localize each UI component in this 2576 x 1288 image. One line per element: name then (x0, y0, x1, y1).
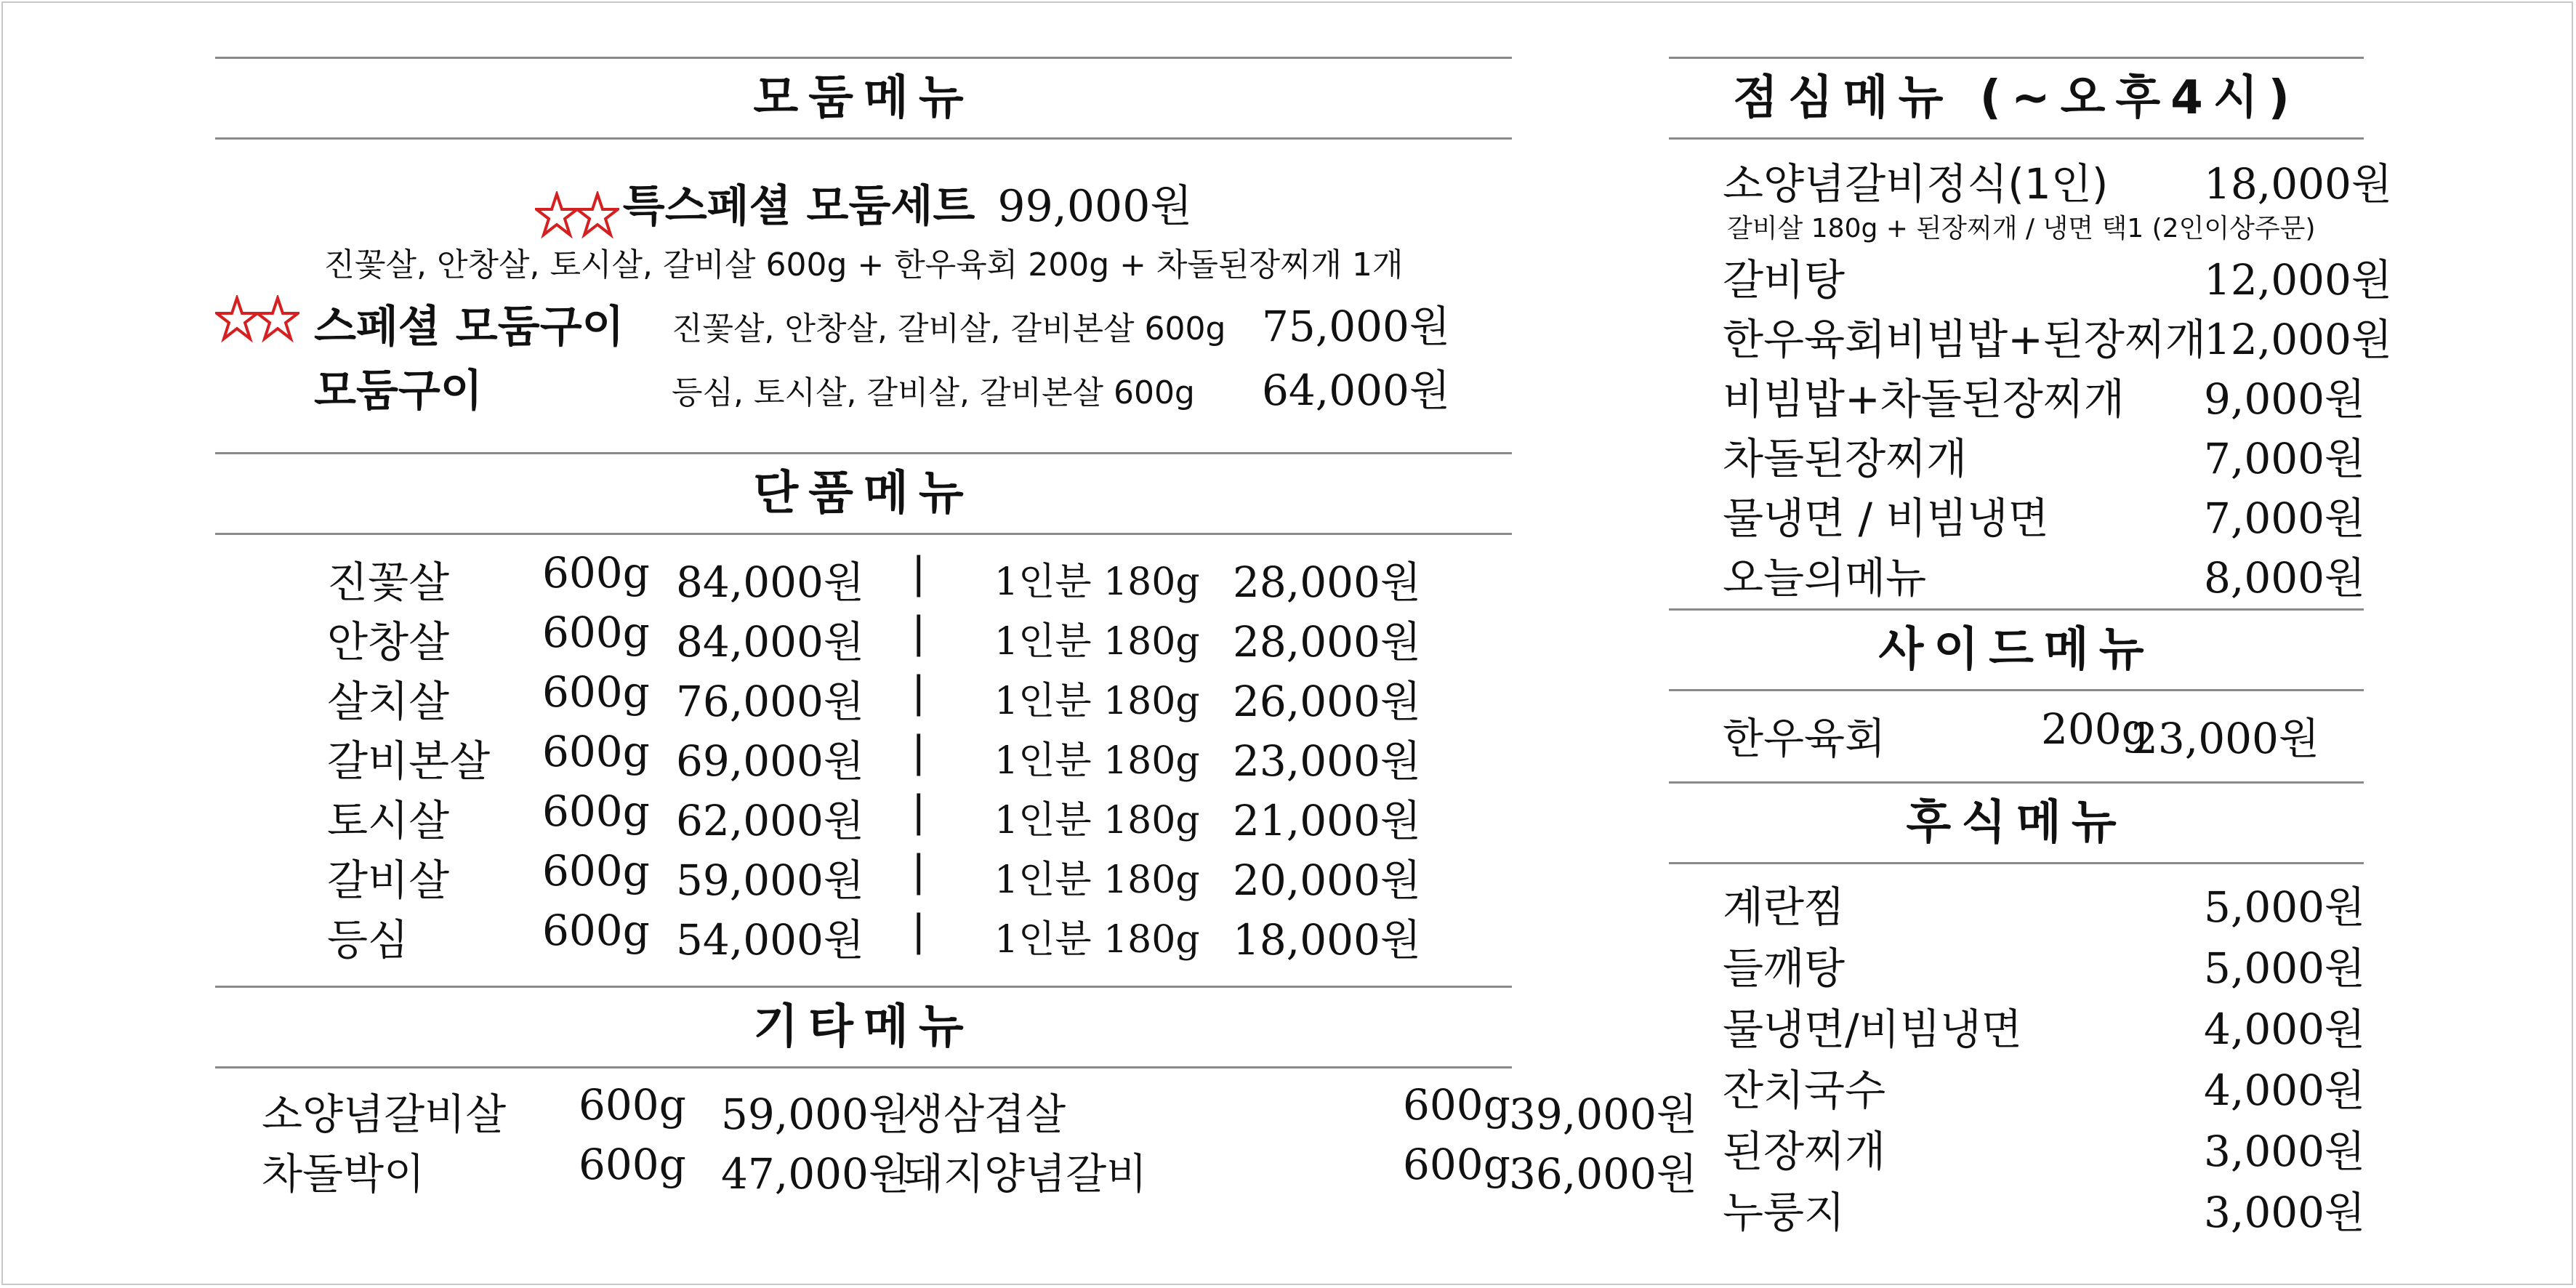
combo-item-price: 75,000원 (1262, 302, 1450, 351)
star-icon (215, 295, 299, 349)
separator: | (911, 786, 926, 836)
dessert-menu-item (1669, 1117, 2364, 1175)
lunch-item-price: 18,000원 (2204, 159, 2392, 209)
lunch-menu-list (1669, 140, 2392, 608)
single-item-price: 84,000원 (676, 558, 864, 607)
dessert-item-price: 4,000원 (2204, 1005, 2366, 1054)
lunch-item-price: 12,000원 (2204, 255, 2392, 305)
dessert-item-name: 잔치국수 (1723, 1066, 1886, 1115)
single-item-name: 진꽃살 (327, 558, 450, 607)
single-item-weight: 600g (542, 608, 650, 657)
portion-price: 21,000원 (1233, 796, 1421, 845)
lunch-item-name: 비빔밥+차돌된장찌개 (1723, 374, 2125, 424)
other-menu-list (215, 1068, 1697, 1214)
single-item-name: 갈비살 (327, 856, 450, 905)
dessert-menu-item (1669, 1056, 2364, 1114)
separator: | (911, 548, 926, 597)
special-set-name: 특스페셜 모둠세트 (622, 181, 975, 232)
single-menu-row (215, 608, 1512, 667)
single-item-price: 59,000원 (676, 856, 864, 905)
lunch-menu-item (1669, 484, 2364, 542)
lunch-item-price: 7,000원 (2204, 434, 2366, 483)
side-item-name: 한우육회 (1723, 714, 1886, 763)
portion-price: 20,000원 (1233, 856, 1421, 905)
combo-item-desc: 진꽃살, 안창살, 갈비살, 갈비본살 600g (672, 310, 1226, 347)
portion-size: 1인분 180g (994, 739, 1200, 783)
other-item-name: 차돌박이 (262, 1149, 425, 1199)
single-section (215, 452, 1512, 986)
lunch-item-price: 8,000원 (2204, 553, 2366, 603)
side-menu-item (1669, 704, 2364, 762)
single-menu-row (215, 906, 1512, 965)
lunch-menu-item (1669, 150, 2392, 243)
portion-size: 1인분 180g (994, 918, 1200, 962)
combo-heading: 모둠메뉴 (753, 71, 974, 125)
dessert-item-price: 5,000원 (2204, 943, 2366, 993)
left-column (215, 57, 1697, 1214)
lunch-item-name: 오늘의메뉴 (1723, 553, 1927, 603)
single-item-name: 살치살 (327, 677, 450, 726)
side-heading: 사이드메뉴 (1878, 623, 2154, 677)
single-menu-row (215, 548, 1512, 608)
lunch-heading: 점심메뉴 (~오후4시) (1733, 71, 2300, 125)
other-item-weight: 600g (1403, 1080, 1510, 1130)
side-section (1669, 608, 2364, 781)
other-item-name: 소양념갈비살 (262, 1090, 507, 1139)
dessert-item-name: 계란찜 (1723, 882, 1846, 932)
other-item-weight: 600g (1403, 1140, 1510, 1189)
other-item-weight: 600g (579, 1140, 686, 1189)
single-item-weight: 600g (542, 906, 650, 955)
separator: | (911, 846, 926, 895)
other-item-name: 생삼겹살 (903, 1090, 1066, 1139)
lunch-item-name: 물냉면 / 비빔냉면 (1723, 494, 2049, 543)
dessert-item-name: 된장찌개 (1723, 1127, 1886, 1176)
single-item-weight: 600g (542, 846, 650, 895)
lunch-item-price: 12,000원 (2204, 315, 2392, 364)
single-item-weight: 600g (542, 727, 650, 776)
dessert-item-name: 물냉면/비빔냉면 (1723, 1005, 2022, 1054)
other-item-price: 39,000원 (1509, 1090, 1697, 1139)
lunch-item-name: 소양념갈비정식(1인) (1723, 159, 2109, 209)
dessert-item-name: 들깨탕 (1723, 943, 1846, 993)
portion-price: 28,000원 (1233, 617, 1421, 667)
lunch-menu-item (1669, 305, 2392, 364)
lunch-menu-item (1669, 365, 2364, 423)
portion-size: 1인분 180g (994, 799, 1200, 842)
portion-price: 23,000원 (1233, 736, 1421, 786)
special-set-line (215, 172, 1512, 245)
dessert-item-price: 3,000원 (2204, 1188, 2366, 1237)
other-section (215, 986, 1697, 1214)
single-item-weight: 600g (542, 667, 650, 717)
separator: | (911, 667, 926, 717)
single-menu-row (215, 667, 1512, 727)
lunch-item-price: 7,000원 (2204, 494, 2366, 543)
combo-item-desc: 등심, 토시살, 갈비살, 갈비본살 600g (672, 374, 1195, 411)
special-set-price: 99,000원 (997, 181, 1193, 232)
other-heading: 기타메뉴 (753, 1000, 974, 1054)
portion-price: 28,000원 (1233, 558, 1421, 607)
dessert-menu-item (1669, 1178, 2364, 1236)
portion-price: 26,000원 (1233, 677, 1421, 726)
combo-item-price: 64,000원 (1262, 366, 1450, 415)
dessert-menu-item (1669, 934, 2364, 992)
other-item-price: 47,000원 (721, 1149, 909, 1199)
portion-size: 1인분 180g (994, 620, 1200, 664)
single-item-name: 안창살 (327, 617, 450, 667)
other-item-weight: 600g (579, 1080, 686, 1130)
other-item-price: 59,000원 (721, 1090, 909, 1139)
single-item-price: 54,000원 (676, 915, 864, 965)
lunch-menu-item (1669, 544, 2364, 602)
lunch-section (1669, 57, 2392, 608)
special-set-desc: 진꽃살, 안창살, 토시살, 갈비살 600g + 한우육회 200g + 차돌된장찌개 1개 (323, 246, 1404, 283)
single-item-weight: 600g (542, 548, 650, 597)
lunch-item-price: 9,000원 (2204, 374, 2366, 424)
combo-item (215, 292, 1512, 353)
single-item-price: 76,000원 (676, 677, 864, 726)
lunch-menu-item (1669, 424, 2364, 483)
single-menu-list (215, 535, 1512, 986)
separator: | (911, 608, 926, 657)
combo-item (215, 356, 1512, 414)
combo-section (215, 57, 1512, 452)
lunch-item-name: 차돌된장찌개 (1723, 434, 1968, 483)
portion-size: 1인분 180g (994, 560, 1200, 604)
dessert-item-price: 3,000원 (2204, 1127, 2366, 1176)
single-heading: 단품메뉴 (753, 467, 974, 520)
single-item-price: 62,000원 (676, 796, 864, 845)
single-item-price: 69,000원 (676, 736, 864, 786)
single-menu-row (215, 786, 1512, 846)
side-menu-list (1669, 691, 2364, 781)
single-menu-row (215, 727, 1512, 786)
dessert-item-name: 누룽지 (1723, 1188, 1846, 1237)
combo-item-name: 스페셜 모둠구이 (314, 302, 624, 353)
other-item-price: 36,000원 (1509, 1149, 1697, 1199)
dessert-section (1669, 781, 2364, 1242)
lunch-item-note: 갈비살 180g + 된장찌개 / 냉면 택1 (2인이상주문) (1727, 214, 2316, 243)
single-item-name: 갈비본살 (327, 736, 491, 786)
single-item-name: 등심 (327, 915, 409, 965)
lunch-item-name: 한우육회비빔밥+된장찌개 (1723, 315, 2206, 364)
portion-size: 1인분 180g (994, 858, 1200, 902)
lunch-item-name: 갈비탕 (1723, 255, 1846, 305)
single-item-price: 84,000원 (676, 617, 864, 667)
portion-price: 18,000원 (1233, 915, 1421, 965)
dessert-menu-item (1669, 873, 2364, 931)
separator: | (911, 727, 926, 776)
combo-item-name: 모둠구이 (314, 366, 483, 416)
dessert-item-price: 5,000원 (2204, 882, 2366, 932)
portion-size: 1인분 180g (994, 680, 1200, 723)
side-item-weight: 200g (2041, 704, 2149, 754)
side-item-price: 23,000원 (2131, 714, 2319, 763)
single-item-name: 토시살 (327, 796, 450, 845)
single-item-weight: 600g (542, 786, 650, 836)
single-menu-row (215, 846, 1512, 906)
star-icon (535, 191, 619, 245)
lunch-menu-item (1669, 246, 2392, 305)
right-column (1669, 57, 2392, 1242)
dessert-heading: 후식메뉴 (1906, 796, 2127, 850)
other-item-name: 돼지양념갈비 (903, 1149, 1148, 1199)
dessert-menu-item (1669, 995, 2364, 1053)
separator: | (911, 906, 926, 955)
dessert-menu-list (1669, 864, 2364, 1242)
dessert-item-price: 4,000원 (2204, 1066, 2366, 1115)
